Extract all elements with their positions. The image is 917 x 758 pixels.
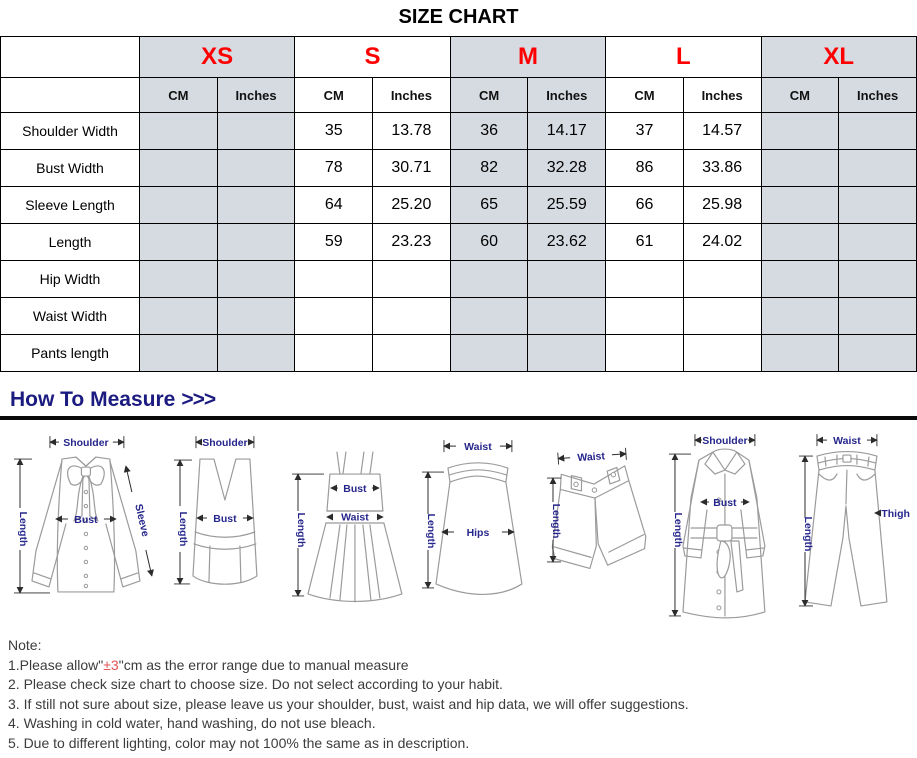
size-header-m: M — [450, 37, 605, 78]
unit-header: Inches — [373, 78, 451, 113]
measure-diagrams — [0, 420, 917, 628]
diagram-label: Thigh — [881, 509, 911, 521]
garment-outline — [547, 465, 648, 571]
size-header-xl: XL — [761, 37, 917, 78]
size-cell — [606, 261, 684, 298]
corner-cell-2 — [1, 78, 140, 113]
note-line-1: 1.Please allow"±3"cm as the error range due to manual measure — [8, 656, 409, 673]
diagram-label: Length — [424, 513, 436, 549]
row-label: Pants length — [1, 335, 140, 372]
unit-header: CM — [450, 78, 528, 113]
size-cell — [683, 298, 761, 335]
diagram-tank-top — [166, 426, 284, 624]
size-cell: 24.02 — [683, 224, 761, 261]
size-cell: 33.86 — [683, 150, 761, 187]
note-line-4: 4. Washing in cold water, hand washing, do not use bleach. — [8, 715, 376, 731]
unit-header: Inches — [683, 78, 761, 113]
diagram-label: Bust — [713, 498, 737, 510]
size-chart-table — [0, 36, 917, 372]
size-cell — [373, 298, 451, 335]
diagram-label: Length — [176, 511, 188, 547]
size-header-s: S — [295, 37, 450, 78]
table-row-waist-width — [1, 298, 917, 335]
size-cell: 66 — [606, 187, 684, 224]
size-cell — [217, 224, 295, 261]
size-cell: 25.98 — [683, 187, 761, 224]
size-cell: 30.71 — [373, 150, 451, 187]
diagram-label: Hips — [466, 527, 489, 539]
size-cell — [839, 298, 917, 335]
diagram-label: Sleeve — [132, 503, 151, 538]
diagram-label: Waist — [577, 451, 606, 465]
note-line-5: 5. Due to different lighting, color may not 100% the same as in description. — [8, 734, 470, 751]
size-cell — [761, 298, 839, 335]
size-cell: 60 — [450, 224, 528, 261]
diagram-label: Bust — [213, 514, 237, 526]
size-cell — [606, 298, 684, 335]
unit-header: CM — [295, 78, 373, 113]
size-cell — [140, 335, 218, 372]
size-cell — [683, 261, 761, 298]
size-cell: 65 — [450, 187, 528, 224]
size-cell: 86 — [606, 150, 684, 187]
row-label: Length — [1, 224, 140, 261]
size-cell — [140, 150, 218, 187]
garment-outline — [308, 452, 402, 602]
size-cell — [140, 187, 218, 224]
size-header-l: L — [606, 37, 761, 78]
size-cell: 37 — [606, 113, 684, 150]
size-cell — [295, 261, 373, 298]
size-cell: 59 — [295, 224, 373, 261]
size-cell — [217, 298, 295, 335]
row-label: Sleeve Length — [1, 187, 140, 224]
unit-header: Inches — [217, 78, 295, 113]
diagram-label: Length — [550, 503, 562, 539]
note-line-2: 2. Please check size chart to choose size. Do not select according to your habit. — [8, 676, 503, 692]
size-cell — [217, 113, 295, 150]
size-cell — [140, 261, 218, 298]
size-cell — [839, 335, 917, 372]
table-row-bust-width — [1, 150, 917, 187]
size-cell: 36 — [450, 113, 528, 150]
size-cell: 64 — [295, 187, 373, 224]
diagram-label: Shoulder — [202, 438, 248, 450]
unit-header: Inches — [839, 78, 917, 113]
diagram-label: Waist — [463, 442, 492, 454]
notes-section — [8, 636, 917, 753]
size-cell — [839, 113, 917, 150]
size-cell — [761, 335, 839, 372]
table-row-length — [1, 224, 917, 261]
diagram-label: Length — [16, 511, 28, 547]
table-row-hip-width — [1, 261, 917, 298]
size-cell — [140, 298, 218, 335]
size-cell — [295, 335, 373, 372]
size-cell — [217, 261, 295, 298]
size-cell — [450, 298, 528, 335]
corner-cell — [1, 37, 140, 78]
row-label: Bust Width — [1, 150, 140, 187]
garment-outline — [683, 449, 765, 618]
unit-header: CM — [761, 78, 839, 113]
table-row-sleeve-length — [1, 187, 917, 224]
diagram-label: Waist — [340, 512, 369, 524]
note-line-3: 3. If still not sure about size, please leave us your shoulder, bust, waist and hip data, we will offer suggestions. — [8, 695, 689, 712]
size-header-xs: XS — [140, 37, 295, 78]
diagram-skirt — [416, 426, 540, 624]
size-cell — [761, 224, 839, 261]
size-cell — [140, 113, 218, 150]
unit-header-row — [1, 78, 917, 113]
dimension-arrows — [558, 448, 627, 466]
size-cell — [761, 113, 839, 150]
garment-outline — [805, 452, 887, 606]
how-to-measure-heading: How To Measure >>> — [10, 388, 216, 411]
dimension-arrows — [174, 436, 254, 584]
size-cell: 25.59 — [528, 187, 606, 224]
size-cell — [839, 187, 917, 224]
size-cell — [140, 224, 218, 261]
size-cell — [528, 298, 606, 335]
size-cell: 32.28 — [528, 150, 606, 187]
diagram-label: Waist — [833, 436, 861, 448]
unit-header: CM — [606, 78, 684, 113]
diagram-pants — [795, 426, 911, 624]
diagram-label: Shoulder — [702, 436, 748, 448]
size-cell: 78 — [295, 150, 373, 187]
size-cell — [373, 261, 451, 298]
diagram-dress — [284, 426, 416, 624]
size-cell — [295, 298, 373, 335]
triple-chevron-icon: >>> — [181, 388, 216, 411]
size-cell: 82 — [450, 150, 528, 187]
size-cell — [761, 187, 839, 224]
diagram-coat — [653, 426, 795, 624]
notes-title: Note: — [8, 637, 42, 653]
error-range-value: ±3 — [103, 656, 119, 673]
diagram-label: Length — [294, 512, 306, 548]
page-title: SIZE CHART — [398, 6, 519, 28]
diagram-label: Length — [672, 512, 684, 548]
diagram-label: Bust — [342, 484, 367, 496]
size-cell — [450, 261, 528, 298]
unit-header: CM — [140, 78, 218, 113]
size-cell — [761, 261, 839, 298]
size-cell: 23.23 — [373, 224, 451, 261]
diagram-blouse — [6, 426, 166, 624]
diagram-label: Length — [802, 516, 814, 552]
size-cell — [528, 335, 606, 372]
size-cell — [839, 261, 917, 298]
unit-header: Inches — [528, 78, 606, 113]
size-cell — [839, 224, 917, 261]
table-row-pants-length — [1, 335, 917, 372]
row-label: Hip Width — [1, 261, 140, 298]
size-cell — [217, 335, 295, 372]
table-row-shoulder-width — [1, 113, 917, 150]
size-cell — [450, 335, 528, 372]
size-cell: 13.78 — [373, 113, 451, 150]
size-cell: 61 — [606, 224, 684, 261]
diagram-label: Shoulder — [63, 438, 109, 450]
size-cell: 14.17 — [528, 113, 606, 150]
diagram-label: Bust — [74, 515, 98, 527]
size-cell — [761, 150, 839, 187]
size-cell — [217, 187, 295, 224]
size-cell — [217, 150, 295, 187]
size-cell — [528, 261, 606, 298]
size-cell — [839, 150, 917, 187]
row-label: Shoulder Width — [1, 113, 140, 150]
size-cell: 25.20 — [373, 187, 451, 224]
row-label: Waist Width — [1, 298, 140, 335]
size-cell: 35 — [295, 113, 373, 150]
size-header-row — [1, 37, 917, 78]
diagram-shorts — [539, 426, 653, 624]
size-cell — [373, 335, 451, 372]
size-cell: 23.62 — [528, 224, 606, 261]
size-cell — [606, 335, 684, 372]
size-cell — [683, 335, 761, 372]
size-cell: 14.57 — [683, 113, 761, 150]
